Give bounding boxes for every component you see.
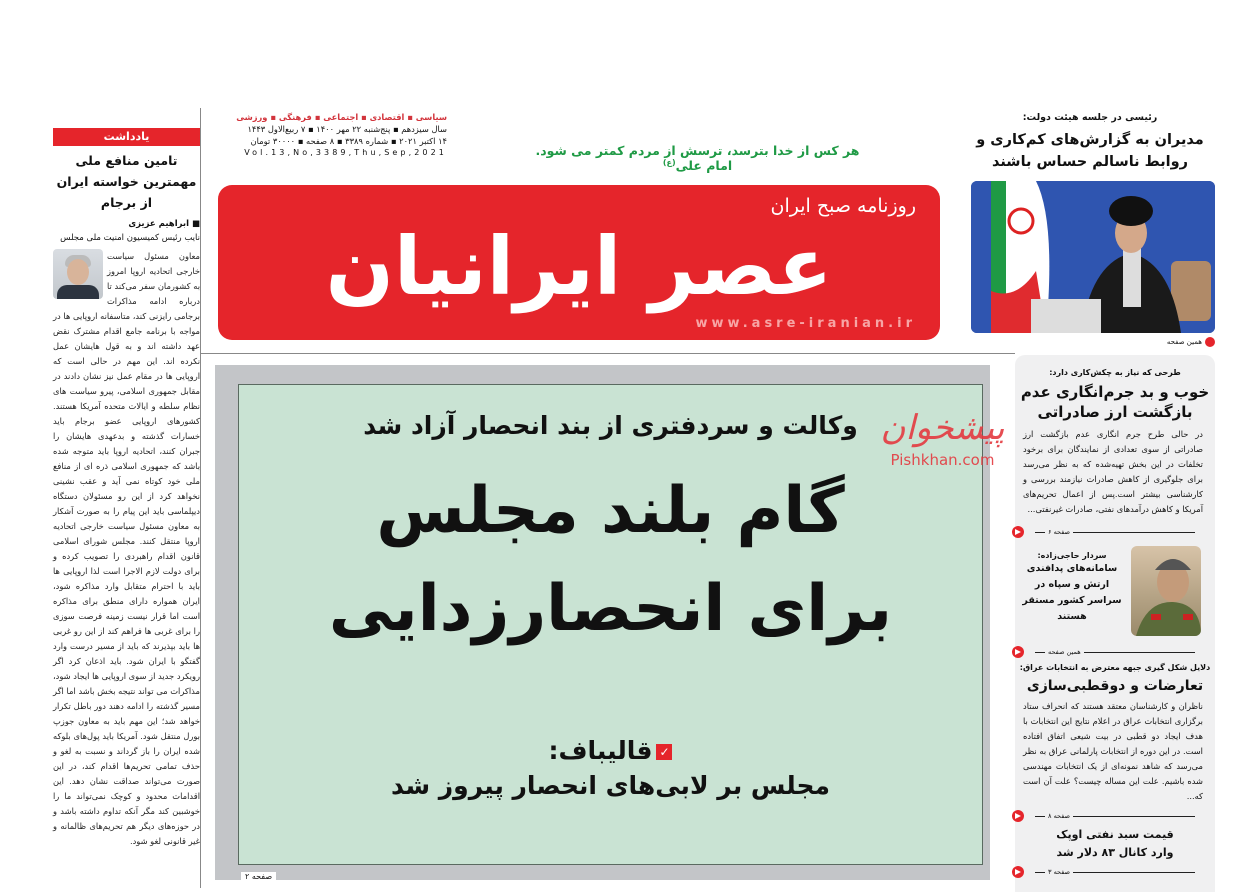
story1-headline[interactable]: خوب و بد جرم‌انگاری عدم بازگشت ارز صادراتی [1020,383,1210,421]
story2-kicker: سردار حاجی‌زاده: [1037,551,1107,560]
quote-honorific: (ع) [662,158,676,167]
editorial-label: یادداشت [53,128,200,146]
quote-speaker-line [239,736,982,765]
arrow-icon [1205,337,1215,347]
editorial-author: ■ ابراهیم عزیزی [128,219,200,229]
quote-headline: مجلس بر لابی‌های انحصار پیروز شد [391,771,830,800]
top-story-page-label[interactable]: همین صفحه [1166,338,1202,346]
arrow-icon [1012,646,1024,658]
story2[interactable] [1015,542,1215,642]
story4-headline[interactable]: قیمت سبد نفتی اوپک وارد کانال ۸۳ دلار شد [1056,828,1174,859]
volume-line: Vol.13,No,3389,Thu,Sep,2021 [244,148,447,157]
daily-quote [525,143,870,173]
story2-photo [1131,546,1201,636]
pishkhan-watermark [880,405,1005,469]
editorial-column [53,128,200,888]
story1-page-ref[interactable]: صفحه ۶ [1015,525,1215,539]
side-news-box [1015,355,1215,892]
arrow-icon [1012,810,1024,822]
quote-speaker: قالیباف: [548,736,653,765]
main-headline [239,462,982,658]
main-headline-line2: برای انحصارزدایی [328,572,893,646]
top-story-page-ref[interactable] [965,337,1215,347]
story2-headline: سامانه‌های پدافندی ارتش و سپاه در سراسر کشور مستقر هستند [1022,563,1122,622]
story1-body: در حالی طرح جرم انگاری عدم بازگشت ارز صادراتی از سوی تعدادی از نمایندگان برای برخود تخلفات در این بخش تهیه‌شده که به نظر می‌رسد برای جلوگیری از کاهش صادرات نیازمند بررسی و کارشناسی بیشتر است.پس از اعمال تحریم‌های آمریکا و کاهش درآمدهای نفتی، صادرات غیرنفتی... [1023,429,1203,514]
masthead-info [215,111,447,159]
story3-body: ناظران و کارشناسان معتقد هستند که انحراف ستاد برگزاری انتخابات عراق در اعلام نتایج این انتخابات با هدف ایجاد دو قطبی در بیت شیعی اتفاق افتاده است. در این دوره از انتخابات پارلمانی عراق به نظر می‌رسد که شاهد نمونه‌ای از یک انتخابات مهندسی شده باشیم. علت این مساله چیست؟ علت آن است که... [1023,701,1203,801]
logo-url[interactable]: www.asre-iranian.ir [695,316,916,331]
top-story[interactable] [965,112,1215,347]
editorial-body: معاون مسئول سیاست خارجی اتحادیه اروپا امروز به کشورمان سفر می‌کند تا درباره ادامه مذاکرات برجامی رایزنی کند، متاسفانه اروپایی ها در مواجه با برنامه جامع اقدام مشترک نقض عهد داشته اند و به قول هایشان عمل نکرده اند. این مهم در حالی است که اروپایی ها در مقام عمل نیز نشان دادند در مقابل جمهوری اسلامی، پیرو سیاست های نظام سلطه و ایالات متحده آمریکا هستند. کشورهای اروپایی عضو برجام باید خسارات گذشته و بدعهدی هایشان را جبران کنند، اتحادیه اروپا باید متوجه شده باشد که جمهوری اسلامی ذره ای از منافع ملی خود کوتاه نمی آید و عقب نشینی نخواهد کرد از این رو مسئولان دستگاه دیپلماسی باید این پیام را به صورت آشکار به معاون مسئول سیاست خارجی اتحادیه اروپا منتقل کنند. مجلس شورای اسلامی قانون اقدام راهبردی را تصویب کرده و برای دولت لازم الاجرا است لذا اروپایی ها باید با احترام متقابل وارد مذاکره شود، ایران همواره دارای منطق برای مذاکره است اما قرار نیست زمینه فرصت سوزی را برای غربی ها فراهم کند از این رو غربی ها باید بپذیرند که باید از مسیر درست وارد گفتگو با ایران شود. باید اذعان کرد اگر رویکرد جدید از سوی اروپایی ها ایجاد شود، مذاکرات می تواند نتیجه بخش باشد اما اگر مسیر گذشته را ادامه دهند دور باطل تکرار خواهد شد؛ این مهم باید به معاون جوزپ بورل منتقل شود. آمریکا باید پول‌های بلوکه شده ایران را باز گرداند و نسبت به لغو و حذف تمامی تحریم‌ها اقدام کند، در این صورت می‌تواند صداقت نشان دهد. این اقدامات محدود و کوچک نمی‌تواند ما را خوشبین کند مگر آنکه تداوم داشته باشد و در حوزه‌های دیگر هم تحریم‌های ظالمانه و غیر قانونی لغو شود. [53,251,200,846]
date-line-gregorian: ۱۴ اکتبر ۲۰۲۱ ▪ شماره ۳۳۸۹ ▪ ۸ صفحه ▪ ۳۰۰۰۰ تومان [250,136,447,146]
arrow-icon [1012,866,1024,878]
logo-tagline: روزنامه صبح ایران [770,195,916,217]
main-subheadline: وکالت و سردفتری از بند انحصار آزاد شد [363,411,858,440]
story2-page-ref[interactable]: همین صفحه [1015,645,1215,659]
section-categories: سیاسی ▪ اقتصادی ▪ اجتماعی ▪ فرهنگی ▪ ورزشی [236,112,447,122]
page-reference[interactable]: صفحه ۲ [241,872,276,881]
editorial-title[interactable]: تامین منافع ملی مهمترین خواسته ایران از برجام [56,153,197,210]
editorial-author-role: نایب رئیس کمیسیون امنیت ملی مجلس [60,233,200,243]
story3-kicker: دلایل شکل گیری جبهه معترض به انتخابات عراق: [1019,663,1211,672]
main-story[interactable] [238,384,983,865]
column-divider [200,108,201,888]
checkmark-icon: ✓ [656,744,672,760]
quote-text: هر کس از خدا بترسد، ترسش از مردم کمتر می شود. امام علی [535,143,860,174]
story4-page-ref[interactable]: صفحه ۳ [1015,865,1215,879]
story1-kicker: طرحی که نیاز به چکش‌کاری دارد: [1049,368,1181,377]
author-photo [53,249,103,299]
header-divider [200,353,1015,354]
newspaper-logo[interactable] [218,185,940,340]
logo-name: عصر ایرانیان [325,220,833,313]
watermark-fa: پیشخوان [880,408,1005,448]
top-story-headline: مدیران به گزارش‌های کم‌کاری و روابط ناسالم حساس باشند [976,132,1204,170]
story3-page-ref[interactable]: صفحه ۸ [1015,809,1215,823]
main-headline-line1: گام بلند مجلس [376,474,845,548]
arrow-icon [1012,526,1024,538]
date-line-persian: سال سیزدهم ▪ پنج‌شنبه ۲۲ مهر ۱۴۰۰ ▪ ۷ ربیع‌الاول ۱۴۴۳ [247,124,447,134]
top-story-photo [971,181,1215,333]
watermark-en: Pishkhan.com [890,451,995,469]
top-story-kicker: رئیسی در جلسه هیئت دولت: [1022,112,1158,123]
story3-headline[interactable]: تعارضات و دوقطبی‌سازی [1026,678,1204,694]
